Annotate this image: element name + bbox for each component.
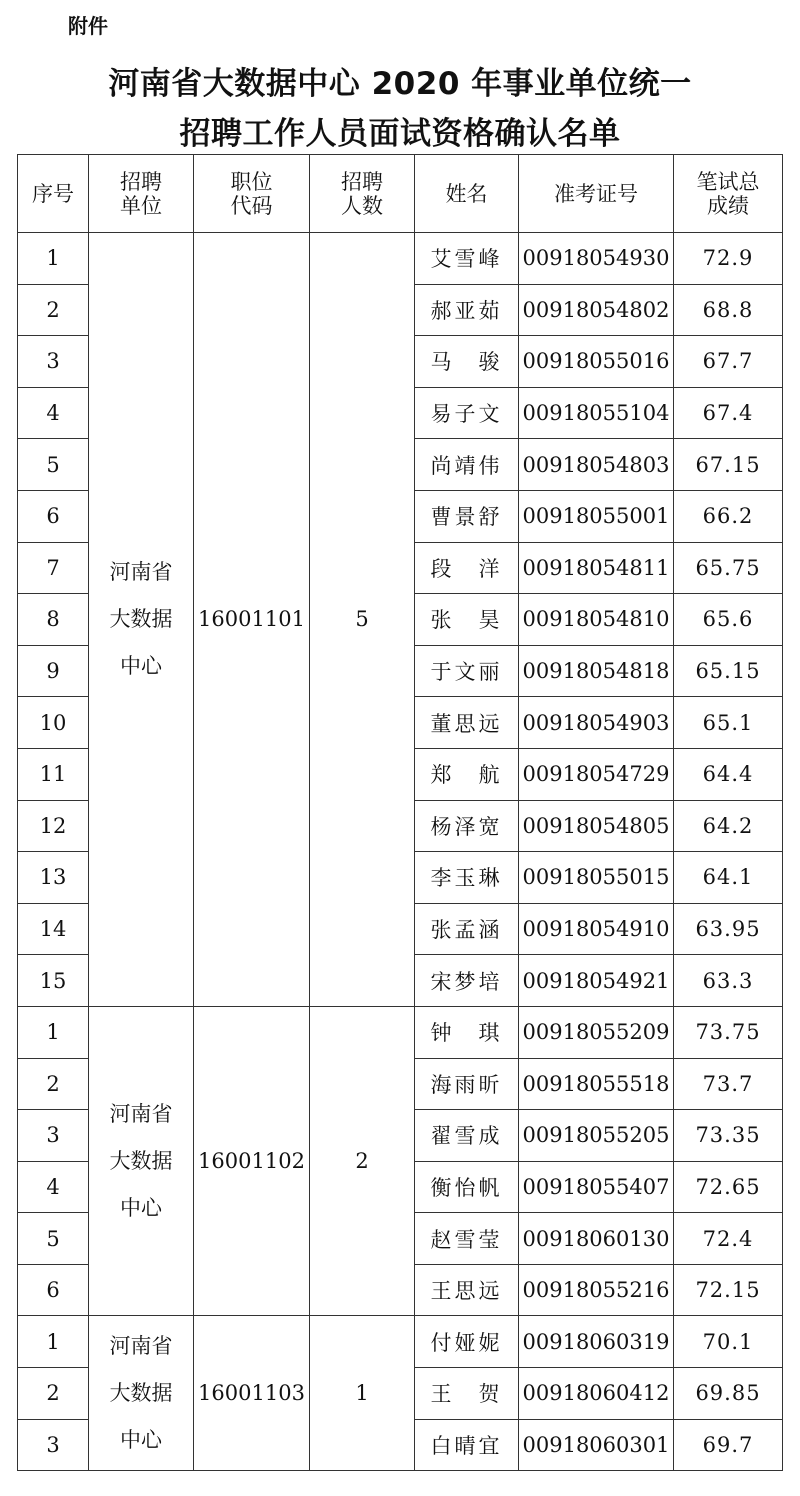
unit-name <box>89 549 193 690</box>
exam-number-cell: 00918054811 <box>519 542 674 594</box>
unit-name-line-3: 中心 <box>120 1427 162 1452</box>
name-cell: 李玉琳 <box>415 852 519 904</box>
seq-cell: 8 <box>18 594 89 646</box>
exam-number-cell: 00918055205 <box>519 1110 674 1162</box>
unit-name-line-1: 河南省 <box>109 1333 173 1358</box>
seq-cell: 5 <box>18 1213 89 1265</box>
name-cell: 王 贺 <box>415 1368 519 1420</box>
score-cell: 73.75 <box>674 1006 783 1058</box>
seq-cell: 1 <box>18 233 89 285</box>
header-score-line2: 成绩 <box>707 193 749 218</box>
exam-number-cell: 00918060412 <box>519 1368 674 1420</box>
exam-number-cell: 00918054810 <box>519 594 674 646</box>
name-cell: 王思远 <box>415 1264 519 1316</box>
exam-number-cell: 00918054729 <box>519 748 674 800</box>
exam-number-cell: 00918054805 <box>519 800 674 852</box>
position-code-cell: 16001101 <box>194 233 310 1007</box>
unit-name-line-1: 河南省 <box>109 1101 173 1126</box>
exam-number-cell: 00918055104 <box>519 387 674 439</box>
name-cell: 张 昊 <box>415 594 519 646</box>
seq-cell: 5 <box>18 439 89 491</box>
exam-number-cell: 00918054910 <box>519 903 674 955</box>
page-title-line-1: 河南省大数据中心 2020 年事业单位统一 <box>108 66 692 102</box>
seq-cell: 4 <box>18 1161 89 1213</box>
exam-number-cell: 00918055518 <box>519 1058 674 1110</box>
exam-number-cell: 00918055016 <box>519 336 674 388</box>
seq-cell: 11 <box>18 748 89 800</box>
seq-cell: 6 <box>18 1264 89 1316</box>
name-cell: 段 洋 <box>415 542 519 594</box>
score-cell: 64.1 <box>674 852 783 904</box>
exam-number-cell: 00918060301 <box>519 1419 674 1471</box>
score-cell: 66.2 <box>674 490 783 542</box>
unit-cell <box>89 1006 194 1316</box>
header-score-line1: 笔试总 <box>696 169 760 194</box>
score-cell: 63.3 <box>674 955 783 1007</box>
name-cell: 曹景舒 <box>415 490 519 542</box>
exam-number-cell: 00918054921 <box>519 955 674 1007</box>
exam-number-cell: 00918055001 <box>519 490 674 542</box>
name-cell: 郝亚茹 <box>415 284 519 336</box>
candidate-table <box>17 154 783 1471</box>
score-cell: 65.6 <box>674 594 783 646</box>
unit-cell <box>89 1316 194 1471</box>
seq-cell: 3 <box>18 336 89 388</box>
score-cell: 68.8 <box>674 284 783 336</box>
recruit-count-cell: 1 <box>310 1316 415 1471</box>
header-score <box>674 155 783 233</box>
name-cell: 张孟涵 <box>415 903 519 955</box>
exam-number-cell: 00918055015 <box>519 852 674 904</box>
seq-cell: 2 <box>18 1368 89 1420</box>
table-row <box>18 233 783 285</box>
score-cell: 67.4 <box>674 387 783 439</box>
score-cell: 65.75 <box>674 542 783 594</box>
page-title-line-2: 招聘工作人员面试资格确认名单 <box>179 116 621 152</box>
header-code <box>194 155 310 233</box>
unit-name-line-2: 大数据 <box>109 1380 173 1405</box>
score-cell: 70.1 <box>674 1316 783 1368</box>
score-cell: 69.85 <box>674 1368 783 1420</box>
exam-number-cell: 00918054818 <box>519 645 674 697</box>
exam-number-cell: 00918054803 <box>519 439 674 491</box>
seq-cell: 14 <box>18 903 89 955</box>
name-cell: 钟 琪 <box>415 1006 519 1058</box>
name-cell: 白晴宜 <box>415 1419 519 1471</box>
table-row <box>18 1006 783 1058</box>
score-cell: 72.4 <box>674 1213 783 1265</box>
unit-name <box>89 1091 193 1232</box>
exam-number-cell: 00918060319 <box>519 1316 674 1368</box>
unit-name-line-3: 中心 <box>120 1195 162 1220</box>
seq-cell: 12 <box>18 800 89 852</box>
position-code-cell: 16001102 <box>194 1006 310 1316</box>
name-cell: 于文丽 <box>415 645 519 697</box>
score-cell: 72.15 <box>674 1264 783 1316</box>
score-cell: 69.7 <box>674 1419 783 1471</box>
exam-number-cell: 00918054903 <box>519 697 674 749</box>
name-cell: 易子文 <box>415 387 519 439</box>
header-unit-line2: 单位 <box>120 193 162 218</box>
position-code-cell: 16001103 <box>194 1316 310 1471</box>
exam-number-cell: 00918054802 <box>519 284 674 336</box>
exam-number-cell: 00918060130 <box>519 1213 674 1265</box>
name-cell: 董思远 <box>415 697 519 749</box>
seq-cell: 1 <box>18 1006 89 1058</box>
name-cell: 尚靖伟 <box>415 439 519 491</box>
score-cell: 65.1 <box>674 697 783 749</box>
header-unit <box>89 155 194 233</box>
header-exam-no: 准考证号 <box>519 155 674 233</box>
unit-name-line-1: 河南省 <box>109 559 173 584</box>
unit-name <box>89 1323 193 1464</box>
score-cell: 72.65 <box>674 1161 783 1213</box>
score-cell: 63.95 <box>674 903 783 955</box>
score-cell: 64.2 <box>674 800 783 852</box>
table-body <box>18 233 783 1471</box>
header-code-line2: 代码 <box>230 193 273 218</box>
table-row <box>18 1316 783 1368</box>
header-count-line1: 招聘 <box>341 169 383 194</box>
seq-cell: 9 <box>18 645 89 697</box>
seq-cell: 2 <box>18 1058 89 1110</box>
unit-name-line-2: 大数据 <box>109 1148 173 1173</box>
header-count-line2: 人数 <box>341 193 383 218</box>
seq-cell: 13 <box>18 852 89 904</box>
unit-cell <box>89 233 194 1007</box>
score-cell: 67.15 <box>674 439 783 491</box>
exam-number-cell: 00918055407 <box>519 1161 674 1213</box>
score-cell: 64.4 <box>674 748 783 800</box>
unit-name-line-3: 中心 <box>120 653 162 678</box>
name-cell: 宋梦培 <box>415 955 519 1007</box>
name-cell: 衡怡帆 <box>415 1161 519 1213</box>
attachment-label: 附件 <box>68 14 108 38</box>
seq-cell: 4 <box>18 387 89 439</box>
name-cell: 艾雪峰 <box>415 233 519 285</box>
name-cell: 杨泽宽 <box>415 800 519 852</box>
name-cell: 马 骏 <box>415 336 519 388</box>
unit-name-line-2: 大数据 <box>109 606 173 631</box>
name-cell: 翟雪成 <box>415 1110 519 1162</box>
header-unit-line1: 招聘 <box>120 169 162 194</box>
seq-cell: 1 <box>18 1316 89 1368</box>
score-cell: 73.35 <box>674 1110 783 1162</box>
header-name: 姓名 <box>415 155 519 233</box>
exam-number-cell: 00918055209 <box>519 1006 674 1058</box>
recruit-count-cell: 5 <box>310 233 415 1007</box>
seq-cell: 15 <box>18 955 89 1007</box>
seq-cell: 6 <box>18 490 89 542</box>
name-cell: 郑 航 <box>415 748 519 800</box>
exam-number-cell: 00918054930 <box>519 233 674 285</box>
header-count <box>310 155 415 233</box>
exam-number-cell: 00918055216 <box>519 1264 674 1316</box>
header-seq: 序号 <box>18 155 89 233</box>
seq-cell: 2 <box>18 284 89 336</box>
score-cell: 65.15 <box>674 645 783 697</box>
table-header-row <box>18 155 783 233</box>
seq-cell: 10 <box>18 697 89 749</box>
header-code-line1: 职位 <box>230 169 273 194</box>
score-cell: 73.7 <box>674 1058 783 1110</box>
seq-cell: 7 <box>18 542 89 594</box>
seq-cell: 3 <box>18 1419 89 1471</box>
score-cell: 67.7 <box>674 336 783 388</box>
name-cell: 赵雪莹 <box>415 1213 519 1265</box>
seq-cell: 3 <box>18 1110 89 1162</box>
name-cell: 付娅妮 <box>415 1316 519 1368</box>
name-cell: 海雨昕 <box>415 1058 519 1110</box>
score-cell: 72.9 <box>674 233 783 285</box>
recruit-count-cell: 2 <box>310 1006 415 1316</box>
